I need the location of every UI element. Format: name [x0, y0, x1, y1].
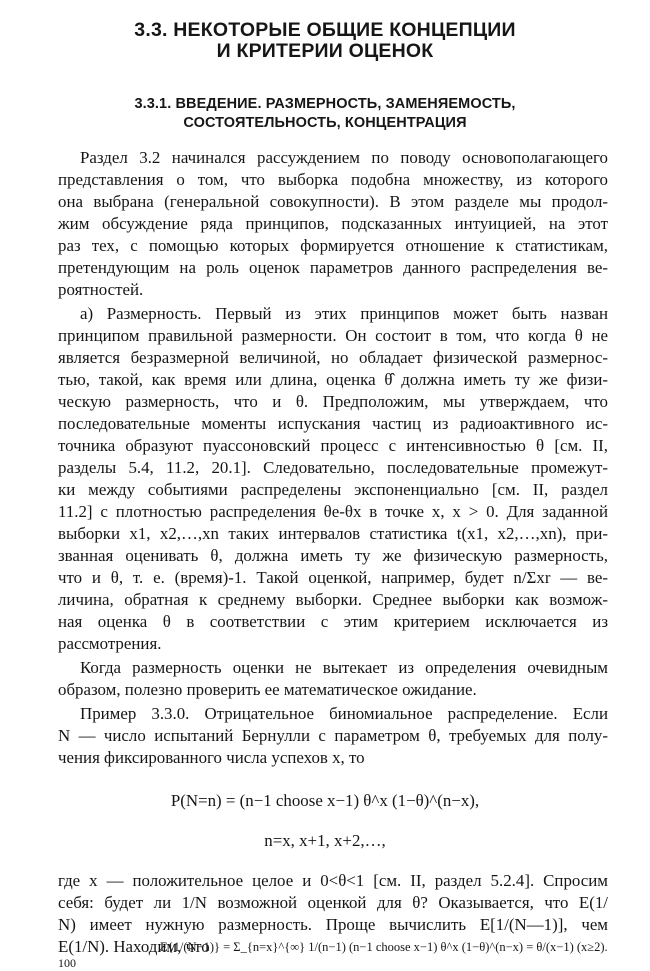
paragraph-line: тью, такой, как время или длина, оценка θ̂ должна иметь ту же физи- [58, 370, 608, 389]
paragraph-line: разделы 5.4, 11.2, 20.1]. Следовательно, последовательные промежут- [58, 458, 608, 477]
paragraph-line: последовательные моменты испускания частиц из радиоактивного ис- [58, 414, 608, 433]
section-title-line-1: 3.3. НЕКОТОРЫЕ ОБЩИЕ КОНЦЕПЦИИ [134, 19, 516, 41]
formula-support: n=x, x+1, x+2,…, [264, 831, 386, 850]
paragraph-line: Раздел 3.2 начинался рассуждением по поводу основополагающего [80, 148, 608, 167]
paragraph-line: принципом правильной размерности. Он состоит в том, что когда θ не [58, 326, 608, 345]
paragraph-line: представления о том, что выборка подобна множеству, из которого [58, 170, 608, 189]
paragraph-line: 11.2] с плотностью распределения θe-θx в точке x, x > 0. Для заданной [58, 502, 608, 521]
paragraph-line: N — число испытаний Бернулли с параметром θ, требуемых для полу- [58, 726, 608, 745]
paragraph-line: званная оценивать θ, должна иметь ту же физическую размерность, [58, 546, 608, 565]
paragraph-line: она выбрана (генеральной совокупности). В этом разделе мы продол- [58, 192, 608, 211]
paragraph-line: выборки x1, x2,…,xn таких интервалов статистика t(x1, x2,…,xn), при- [58, 524, 608, 543]
formula-pmf: P(N=n) = (n−1 choose x−1) θ^x (1−θ)^(n−x), [170, 791, 480, 810]
paragraph-line: претендующим на роль оценок параметров данного распределения ве- [58, 258, 608, 277]
paragraph-line: роятностей. [58, 280, 144, 299]
paragraph-line: раз тех, с помощью которых формируется отношение к статистикам, [58, 236, 608, 255]
paragraph-line: образом, полезно проверить ее математическое ожидание. [58, 680, 477, 699]
page-number: 100 [58, 956, 76, 970]
paragraph-line: ная оценка θ в соответствии с этим критерием исключается из [58, 612, 608, 631]
paragraph-line: точника образуют пуассоновский процесс с интенсивностью θ [см. II, [58, 436, 608, 455]
paragraph-line: Когда размерность оценки не вытекает из определения очевидным [80, 658, 608, 677]
paragraph-line: N) имеет нужную размерность. Проще вычислить E[1/(N—1)], чем [58, 915, 608, 934]
paragraph-line: жим обсуждение ряда принципов, подсказанных интуицией, на этот [58, 214, 608, 233]
paragraph-line: является безразмерной величиной, но обладает физической размернос- [58, 348, 608, 367]
paragraph-line: рассмотрения. [58, 634, 162, 653]
paragraph-line: личина, обратная к среднему выборки. Среднее выборки как возмож- [58, 590, 608, 609]
paragraph-line: ческую размерность, что и θ. Предположим, мы утверждаем, что [58, 392, 608, 411]
section-title-line-2: И КРИТЕРИИ ОЦЕНОК [216, 40, 434, 62]
paragraph-line: чения фиксированного числа успехов x, то [58, 748, 365, 767]
paragraph-line: E(1/N). Находим, что [58, 937, 210, 956]
paragraph-line: себя: будет ли 1/N возможной оценкой для θ? Оказывается, что E(1/ [58, 893, 608, 912]
subsection-title-line-2: СОСТОЯТЕЛЬНОСТЬ, КОНЦЕНТРАЦИЯ [183, 115, 467, 131]
formula-expectation: E{1/(N−1)} = Σ_{n=x}^{∞} 1/(n−1) (n−1 choose x−1) θ^x (1−θ)^(n−x) = θ/(x−1) (x≥2). [160, 940, 608, 954]
subsection-title-line-1: 3.3.1. ВВЕДЕНИЕ. РАЗМЕРНОСТЬ, ЗАМЕНЯЕМОСТЬ, [134, 96, 516, 112]
paragraph-line: что и θ, т. е. (время)-1. Такой оценкой, например, будет n/Σxr — ве- [58, 568, 608, 587]
paragraph-line: а) Размерность. Первый из этих принципов может быть назван [80, 304, 608, 323]
example-heading-line: Пример 3.3.0. Отрицательное биномиальное распределение. Если [80, 704, 608, 723]
paragraph-line: ки между событиями распределены экспоненциально [см. II, раздел [58, 480, 608, 499]
paragraph-line: где x — положительное целое и 0<θ<1 [см. II, раздел 5.2.4]. Спросим [58, 871, 608, 890]
